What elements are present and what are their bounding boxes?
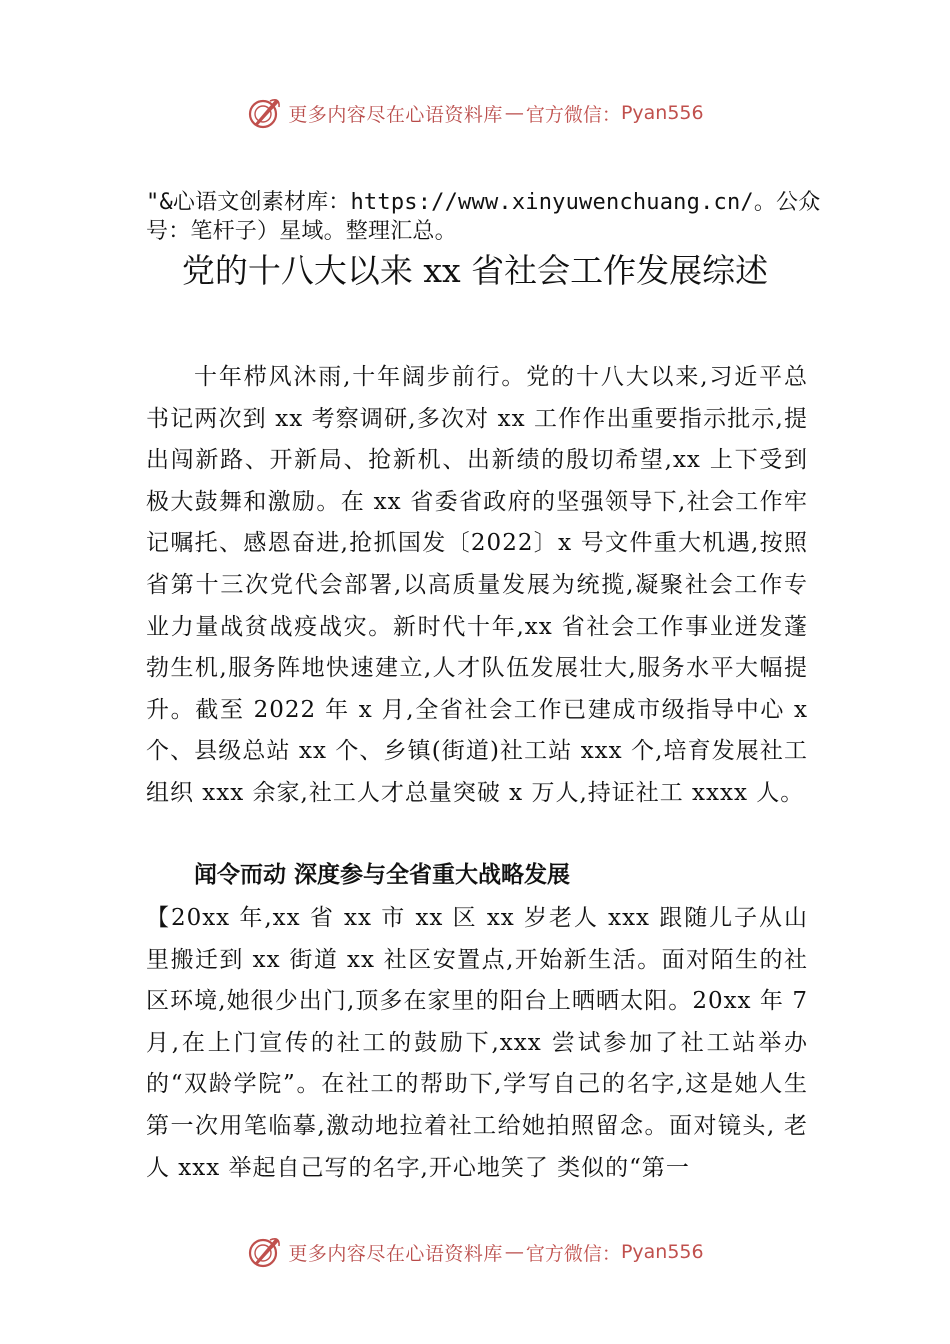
banner-dash: — [504, 1241, 524, 1263]
document-title: 党的十八大以来 xx 省社会工作发展综述 [181, 251, 769, 290]
banner-brand-text: 更多内容尽在心语资料库 [288, 1242, 503, 1265]
quill-seal-icon [246, 1234, 282, 1270]
section-subheading: 闻令而动 深度参与全省重大战略发展 [194, 862, 571, 888]
banner-wechat-label: 官方微信： [525, 103, 621, 126]
banner-wechat-id: Pyan556 [620, 102, 704, 124]
header-banner [0, 93, 950, 133]
banner-dash: — [504, 102, 524, 124]
quill-seal-icon [246, 95, 282, 131]
banner-brand-text: 更多内容尽在心语资料库 [288, 103, 503, 126]
body-paragraph-2: 【20xx 年,xx 省 xx 市 xx 区 xx 岁老人 xxx 跟随儿子从山里搬迁到 xx 街道 xx 社区安置点,开始新生活。面对陌生的社区环境,她很少出门,顶多在家里的阳台上晒晒太阳。20xx 年 7 月,在上门宣传的社工的鼓励下,xxx 尝试参加了社工站举办的“双龄学院”。在社工的帮助下,学写自己的名字,这是她人生第一次用笔临摹,激动地拉着社工给她拍照留念。面对镜头, 老人 xxx 举起自己写的名字,开心地笑了 类似的“第一 [146, 905, 808, 1181]
source-note: "&心语文创素材库：https://www.xinyuwenchuang.cn/。公众号：笔杆子）星域。整理汇总。 [146, 190, 821, 244]
banner-wechat-label: 官方微信： [525, 1242, 621, 1265]
footer-banner [0, 1232, 950, 1272]
body-paragraph-1: 十年栉风沐雨,十年阔步前行。党的十八大以来,习近平总书记两次到 xx 考察调研,多次对 xx 工作作出重要指示批示,提出闯新路、开新局、抢新机、出新绩的殷切希望,xx 上下受到极大鼓舞和激励。在 xx 省委省政府的坚强领导下,社会工作牢记嘱托、感恩奋进,抢抓国发〔2022〕x 号文件重大机遇,按照省第十三次党代会部署,以高质量发展为统揽,凝聚社会工作专业力量战贫战疫战灾。新时代十年,xx 省社会工作事业迸发蓬勃生机,服务阵地快速建立,人才队伍发展壮大,服务水平大幅提升。截至 2022 年 x 月,全省社会工作已建成市级指导中心 x 个、县级总站 xx 个、乡镇(街道)社工站 xxx 个,培育发展社工组织 xxx 余家,社工人才总量突破 x 万人,持证社工 xxxx 人。 [146, 364, 808, 806]
banner-wechat-id: Pyan556 [620, 1241, 704, 1263]
